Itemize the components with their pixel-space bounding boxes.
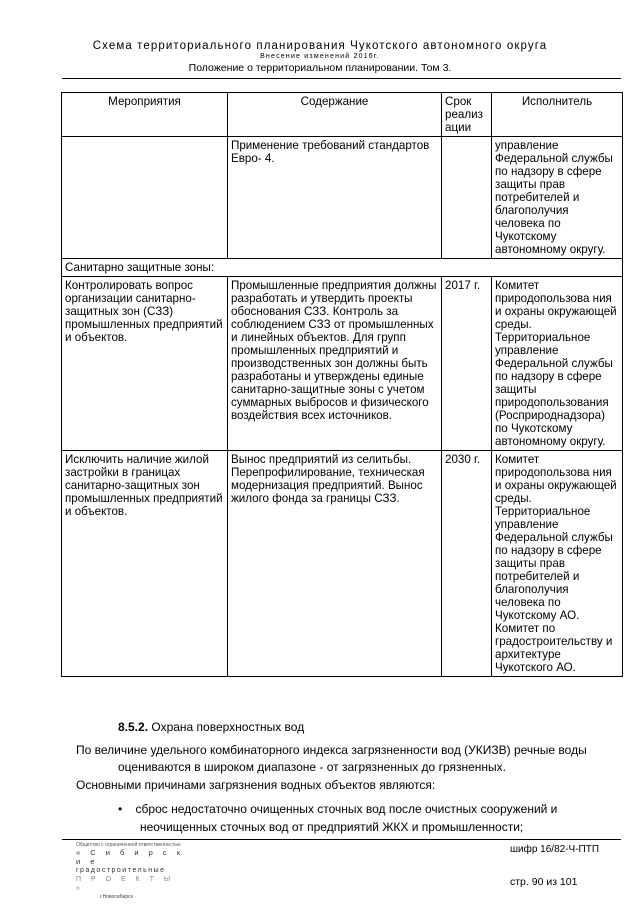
company-logo: [76, 842, 186, 902]
document-cipher: шифр 16/82-Ч-ПТП: [510, 844, 600, 855]
table-section-row: [62, 259, 623, 277]
table-row: [62, 277, 623, 451]
logo-line: Общество с ограниченной ответственностью: [76, 842, 181, 848]
table-cell-executor: Комитет природопользова ния и охраны окружающей среды. Территориальное управление Федеральной службы по надзору в сфере защиты прав потребителей и благополучия человека по Чукотскому АО. Комитет по градостроительству и архитектуре Чукотского АО.: [492, 451, 623, 677]
footer-divider: [62, 839, 621, 840]
paragraph: Основными причинами загрязнения водных объектов являются:: [76, 778, 436, 792]
table-cell-measure: Исключить наличие жилой застройки в границах санитарно-защитных зон промышленных предприятий и объектов.: [62, 451, 228, 677]
table-row: [62, 451, 623, 677]
measures-table: [61, 92, 623, 677]
logo-city: г.Новосибирск: [100, 894, 133, 900]
table-cell-content: Вынос предприятий из селитьбы. Перепрофилирование, техническая модернизация предприятий. Вынос жилого фонда за границы СЗЗ.: [228, 451, 442, 677]
section-title: Охрана поверхностных вод: [148, 720, 305, 734]
table-row: [62, 137, 623, 259]
document-volume: Положение о территориальном планировании. Том 3.: [188, 62, 452, 74]
page-number: стр. 90 из 101: [510, 876, 578, 888]
section-heading: [118, 720, 304, 734]
logo-line: « С и б и р с к и е: [76, 848, 185, 866]
document-revision: Внесение изменений 2016г.: [260, 53, 380, 60]
header-divider: [62, 78, 621, 79]
paragraph-line: По величине удельного комбинаторного индекса загрязненности вод (УКИЗВ) речные воды: [76, 743, 587, 757]
section-number: 8.5.2.: [118, 720, 149, 734]
table-cell-measure: Контролировать вопрос организации санитарно-защитных зон (СЗЗ) промышленных предприятий и объектов.: [62, 277, 228, 451]
list-item-text: сброс недостаточно очищенных сточных вод после очистных сооружений и: [135, 802, 558, 816]
column-header: Исполнитель: [492, 93, 623, 137]
list-item: [118, 802, 557, 816]
document-title: Схема территориального планирования Чукотского автономного округа: [92, 40, 548, 52]
column-header: Срок реализ ации: [442, 93, 492, 137]
logo-line: П Р О Е К Т Ы »: [76, 876, 175, 892]
list-item-continuation: неочищенных сточных вод от предприятий ЖКХ и промышленности;: [140, 820, 524, 834]
paragraph-line: оцениваются в широком диапазоне - от загрязненных до грязненных.: [118, 760, 506, 774]
table-section-title: Санитарно защитные зоны:: [62, 259, 623, 277]
column-header: Содержание: [228, 93, 442, 137]
table-cell-executor: Комитет природопользова ния и охраны окружающей среды. Территориальное управление Федеральной службы по надзору в сфере защиты природопользования (Росприроднадзора) по Чукотскому автономному округу.: [492, 277, 623, 451]
paragraph: [76, 742, 621, 776]
table-cell-executor: управление Федеральной службы по надзору в сфере защиты прав потребителей и благополучия человека по Чукотскому автономному округу.: [492, 137, 623, 259]
table-header-row: [62, 93, 623, 137]
table-cell-term: 2030 г.: [442, 451, 492, 677]
table-cell-content: Применение требований стандартов Евро- 4.: [228, 137, 442, 259]
table-cell-content: Промышленные предприятия должны разработать и утвердить проекты обоснования СЗЗ. Контроль за соблюдением СЗЗ от промышленных и линейных объектов. Для групп промышленных предприятий и производственных зон должны быть разработаны и утверждены единые санитарно-защитные зоны с учетом суммарных выбросов и физического воздействия всех источников.: [228, 277, 442, 451]
table-cell-term: 2017 г.: [442, 277, 492, 451]
table-cell-term: [442, 137, 492, 259]
logo-line: градостроительные: [76, 867, 166, 874]
column-header: Мероприятия: [62, 93, 228, 137]
table-cell-measure: [62, 137, 228, 259]
bullet-icon: •: [118, 802, 123, 816]
